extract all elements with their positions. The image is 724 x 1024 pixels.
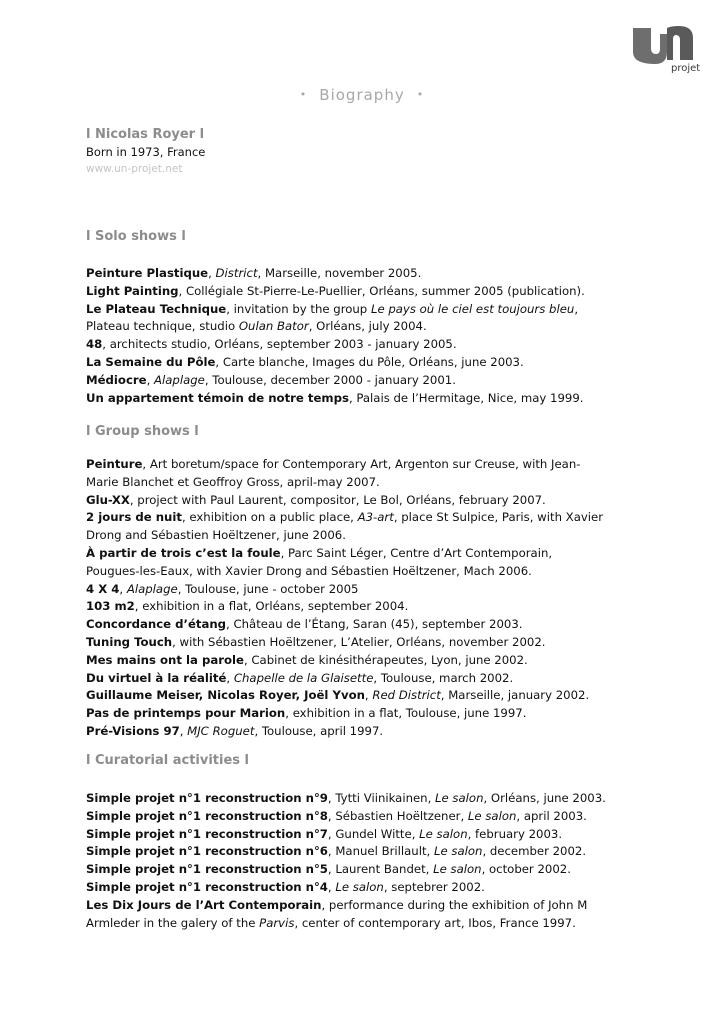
entry-venue: Le salon xyxy=(335,879,384,894)
entry-text: , performance during the exhibition of John M Armleder in the galery of the xyxy=(86,897,588,930)
entry-title: À partir de trois c’est la foule xyxy=(86,545,281,560)
entry xyxy=(86,492,646,510)
entry-title: 4 X 4 xyxy=(86,581,120,596)
entry-text: , april 2003. xyxy=(516,808,587,823)
entry-venue: Oulan Bator xyxy=(238,319,309,334)
entry xyxy=(86,372,646,390)
entry-venue: Parvis xyxy=(259,915,295,930)
entry-title: Concordance d’étang xyxy=(86,617,227,632)
entry-text: , Toulouse, june - october 2005 xyxy=(177,581,359,596)
entry-title: Peinture Plastique xyxy=(86,266,209,280)
entry-title: Un appartement témoin de notre temps xyxy=(86,390,349,405)
entry-venue: Le salon xyxy=(467,808,517,823)
entry-title: Simple projet n°1 reconstruction n°5 xyxy=(86,862,328,877)
entry xyxy=(86,265,646,283)
entry xyxy=(86,634,646,652)
entry-title: Tuning Touch xyxy=(86,634,173,649)
solo-shows-heading: l Solo shows l xyxy=(86,229,186,244)
entry-venue: Le salon xyxy=(419,826,468,841)
entry-text: , Marseille, january 2002. xyxy=(440,688,590,703)
entry-text: , xyxy=(327,879,336,894)
entry-text: , Château de l’Étang, Saran (45), september 2003. xyxy=(226,617,523,632)
entry-text: , xyxy=(146,372,155,387)
entry-text: , project with Paul Laurent, compositor, Le Bol, Orléans, february 2007. xyxy=(129,492,546,507)
entry xyxy=(86,354,646,372)
entry-title: Simple projet n°1 reconstruction n°8 xyxy=(86,808,328,823)
artist-info xyxy=(86,126,205,177)
entry-venue: Le salon xyxy=(433,844,483,859)
entry xyxy=(86,509,646,545)
entry-text: , xyxy=(226,670,234,685)
entry xyxy=(86,301,646,337)
entry-text: , Carte blanche, Images du Pôle, Orléans, june 2003. xyxy=(215,354,524,369)
entry-text: , Manuel Brillault, xyxy=(327,844,434,859)
curatorial-heading: l Curatorial activities l xyxy=(86,753,250,768)
entry-title: 48 xyxy=(86,337,103,352)
document-title xyxy=(0,86,724,104)
entry-title: Pas de printemps pour Marion xyxy=(86,706,286,721)
entry xyxy=(86,843,646,861)
entry-text: , Orléans, july 2004. xyxy=(308,319,427,334)
entry-title: Simple projet n°1 reconstruction n°7 xyxy=(86,826,328,841)
entry-title: La Semaine du Pôle xyxy=(86,354,216,369)
entry-title: 103 m2 xyxy=(86,599,135,614)
entry-text: , Gundel Witte, xyxy=(327,826,420,841)
entry-text: , Marseille, november 2005. xyxy=(257,266,422,280)
entry-text: , with Sébastien Hoëltzener, L’Atelier, Orléans, november 2002. xyxy=(172,634,546,649)
entry-title: Guillaume Meiser, Nicolas Royer, Joël Yvon xyxy=(86,688,365,703)
entry xyxy=(86,581,646,599)
entry-text: , invitation by the group xyxy=(226,301,371,316)
entry xyxy=(86,705,646,723)
entry-title: Light Painting xyxy=(86,283,179,298)
entry-text: , xyxy=(208,266,216,280)
entry-text: , Cabinet de kinésithérapeutes, Lyon, june 2002. xyxy=(243,652,528,667)
entry-text: , Art boretum/space for Contemporary Art, Argenton sur Creuse, with Jean- Marie Blanchet et Geoffroy Gross, april-may 2007. xyxy=(86,457,581,489)
solo-shows-list xyxy=(86,265,646,407)
entry-text: , february 2003. xyxy=(467,826,563,841)
entry-text: , Collégiale St-Pierre-Le-Puellier, Orléans, summer 2005 (publication). xyxy=(178,283,585,298)
entry xyxy=(86,790,646,808)
entry-title: Médiocre xyxy=(86,372,147,387)
entry xyxy=(86,390,646,408)
entry-text: , xyxy=(119,581,127,596)
entry-title: Les Dix Jours de l’Art Contemporain xyxy=(86,897,322,912)
entry-text: , Toulouse, december 2000 - january 2001. xyxy=(204,372,456,387)
entry-text: , septebrer 2002. xyxy=(383,879,485,894)
entry-text: , Orléans, june 2003. xyxy=(483,791,606,805)
entry-text: , architects studio, Orléans, september 2003 - january 2005. xyxy=(102,337,457,352)
entry xyxy=(86,879,646,897)
entry xyxy=(86,826,646,844)
entry xyxy=(86,861,646,879)
entry-venue: A3-art xyxy=(357,510,394,525)
entry-venue: MJC Roguet xyxy=(187,723,255,738)
entry-text: , december 2002. xyxy=(482,844,587,859)
artist-birth: Born in 1973, France xyxy=(86,145,206,159)
entry xyxy=(86,670,646,688)
entry-venue: Le salon xyxy=(433,862,482,877)
entry-text: , xyxy=(364,688,373,703)
entry-text: , center of contemporary art, Ibos, France 1997. xyxy=(294,915,576,930)
entry xyxy=(86,336,646,354)
entry-text: , Toulouse, march 2002. xyxy=(373,670,514,685)
entry-title: Du virtuel à la réalité xyxy=(86,670,227,685)
entry-venue: District xyxy=(215,266,258,280)
entry-text: , Parc Saint Léger, Centre d’Art Contemporain, Pougues-les-Eaux, with Xavier Drong and Sébastien Hoëltzener, Mach 2006. xyxy=(86,545,553,578)
entry-title: Glu-XX xyxy=(86,492,130,507)
entry-text: , Plateau technique, studio xyxy=(86,301,579,334)
entry-title: Peinture xyxy=(86,457,143,471)
entry-text: , place St Sulpice, Paris, with Xavier Drong and Sébastien Hoëltzener, june 2006. xyxy=(86,510,604,543)
bullet-dot: • xyxy=(299,88,308,101)
entry xyxy=(86,283,646,301)
entry-text: , Palais de l’Hermitage, Nice, may 1999. xyxy=(348,390,584,405)
entry xyxy=(86,897,646,933)
entry-title: Simple projet n°1 reconstruction n°4 xyxy=(86,879,328,894)
group-shows-heading: l Group shows l xyxy=(86,424,199,439)
entry-text: , exhibition in a flat, Orléans, september 2004. xyxy=(134,599,409,614)
entry-text: , xyxy=(179,723,188,738)
svg-text:projet: projet xyxy=(671,63,701,74)
entry xyxy=(86,598,646,616)
entry xyxy=(86,456,646,492)
group-shows-list xyxy=(86,456,646,741)
entry-title: 2 jours de nuit xyxy=(86,510,182,525)
entry xyxy=(86,545,646,581)
artist-website: www.un-projet.net xyxy=(86,163,183,175)
entry-text: , october 2002. xyxy=(481,862,571,877)
entry-venue: Alaplage xyxy=(154,372,205,387)
entry-venue: Le pays où le ciel est toujours bleu xyxy=(370,301,575,316)
entry-venue: Alaplage xyxy=(126,581,178,596)
artist-name: l Nicolas Royer l xyxy=(86,127,205,142)
entry-title: Pré-Visions 97 xyxy=(86,723,180,738)
un-projet-logo xyxy=(627,22,701,74)
entry-venue: Chapelle de la Glaisette xyxy=(233,670,374,685)
entry-venue: Le salon xyxy=(435,791,484,805)
entry-text: , exhibition in a flat, Toulouse, june 1997. xyxy=(285,706,527,721)
entry-text: , exhibition on a public place, xyxy=(181,510,358,525)
entry-text: , Laurent Bandet, xyxy=(327,862,434,877)
entry xyxy=(86,808,646,826)
entry-text: , Toulouse, april 1997. xyxy=(254,723,384,738)
entry xyxy=(86,652,646,670)
entry-title: Le Plateau Technique xyxy=(86,301,227,316)
entry-title: Simple projet n°1 reconstruction n°9 xyxy=(86,791,328,805)
biography-title: Biography xyxy=(319,86,405,104)
entry-venue: Red District xyxy=(372,688,441,703)
entry xyxy=(86,723,646,741)
entry-title: Mes mains ont la parole xyxy=(86,652,244,667)
entry-title: Simple projet n°1 reconstruction n°6 xyxy=(86,844,328,859)
entry xyxy=(86,687,646,705)
curatorial-list xyxy=(86,790,646,932)
entry xyxy=(86,616,646,634)
bullet-dot: • xyxy=(416,88,425,101)
entry-text: , Tytti Viinikainen, xyxy=(327,791,436,805)
entry-text: , Sébastien Hoëltzener, xyxy=(327,808,468,823)
